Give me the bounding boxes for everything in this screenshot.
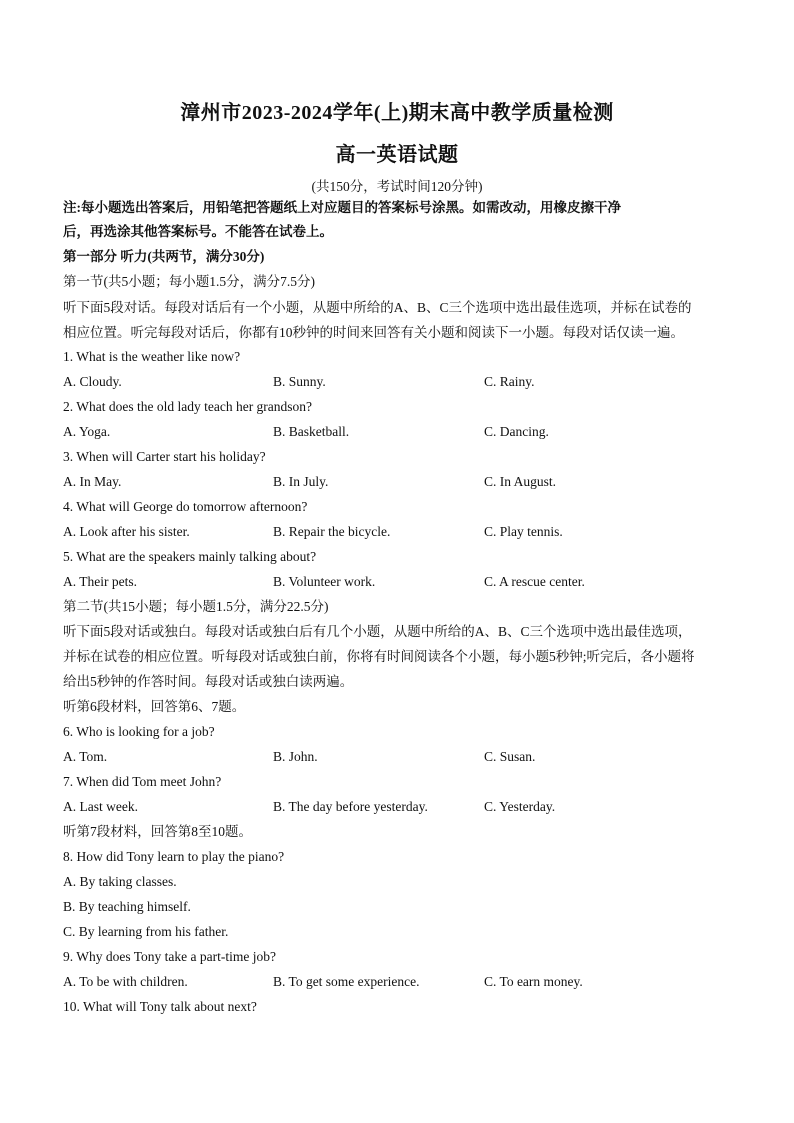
section2-instruction-3: 给出5秒钟的作答时间。每段对话或独白读两遍。 <box>63 674 354 689</box>
question-2-option-b: B. Basketball. <box>273 424 350 439</box>
material-6-note: 听第6段材料，回答第6、7题。 <box>63 699 246 714</box>
question-1-option-b: B. Sunny. <box>273 374 326 389</box>
question-6-option-c: C. Susan. <box>484 749 536 764</box>
question-3: 3. When will Carter start his holiday? <box>63 449 266 464</box>
exam-subtitle: 高一英语试题 <box>335 144 459 166</box>
notice-line-1: 注:每小题选出答案后，用铅笔把答题纸上对应题目的答案标号涂黑。如需改动，用橡皮擦干净 <box>63 200 621 215</box>
section2-heading: 第二节(共15小题；每小题1.5分，满分22.5分) <box>63 599 329 614</box>
question-9-option-b: B. To get some experience. <box>273 974 420 989</box>
question-10: 10. What will Tony talk about next? <box>63 999 257 1014</box>
question-6-option-a: A. Tom. <box>63 749 108 764</box>
question-5-option-c: C. A rescue center. <box>484 574 585 589</box>
question-3-option-c: C. In August. <box>484 474 557 489</box>
question-7-option-c: C. Yesterday. <box>484 799 556 814</box>
question-9: 9. Why does Tony take a part-time job? <box>63 949 277 964</box>
section1-instruction-2: 相应位置。听完每段对话后，你都有10秒钟的时间来回答有关小题和阅读下一小题。每段对话仅读一遍。 <box>63 325 684 340</box>
section1-instruction-1: 听下面5段对话。每段对话后有一个小题，从题中所给的A、B、C三个选项中选出最佳选项，并标在试卷的 <box>63 300 692 315</box>
question-1-option-a: A. Cloudy. <box>63 374 122 389</box>
question-7: 7. When did Tom meet John? <box>63 774 222 789</box>
question-9-option-a: A. To be with children. <box>63 974 188 989</box>
question-7-option-b: B. The day before yesterday. <box>273 799 428 814</box>
exam-info: (共150分，考试时间120分钟) <box>311 179 483 194</box>
question-5: 5. What are the speakers mainly talking about? <box>63 549 317 564</box>
question-3-option-a: A. In May. <box>63 474 122 489</box>
question-2: 2. What does the old lady teach her grandson? <box>63 399 313 414</box>
question-7-option-a: A. Last week. <box>63 799 138 814</box>
question-4-option-c: C. Play tennis. <box>484 524 563 539</box>
question-6-option-b: B. John. <box>273 749 318 764</box>
exam-title: 漳州市2023-2024学年(上)期末高中教学质量检测 <box>180 102 614 124</box>
part1-heading: 第一部分 听力(共两节，满分30分) <box>63 249 265 264</box>
question-1-option-c: C. Rainy. <box>484 374 535 389</box>
question-2-option-a: A. Yoga. <box>63 424 111 439</box>
question-1: 1. What is the weather like now? <box>63 349 241 364</box>
question-3-option-b: B. In July. <box>273 474 329 489</box>
question-5-option-b: B. Volunteer work. <box>273 574 376 589</box>
question-6: 6. Who is looking for a job? <box>63 724 215 739</box>
material-7-note: 听第7段材料，回答第8至10题。 <box>63 824 252 839</box>
question-9-option-c: C. To earn money. <box>484 974 583 989</box>
question-8-option-a: A. By taking classes. <box>63 874 177 889</box>
question-8-option-c: C. By learning from his father. <box>63 924 229 939</box>
section2-instruction-2: 并标在试卷的相应位置。听每段对话或独白前，你将有时间阅读各个小题，每小题5秒钟;听完后，各小题将 <box>63 649 695 664</box>
section1-heading: 第一节(共5小题；每小题1.5分，满分7.5分) <box>63 274 315 289</box>
question-8-option-b: B. By teaching himself. <box>63 899 191 914</box>
question-4-option-a: A. Look after his sister. <box>63 524 190 539</box>
question-5-option-a: A. Their pets. <box>63 574 137 589</box>
question-4-option-b: B. Repair the bicycle. <box>273 524 391 539</box>
question-4: 4. What will George do tomorrow afternoon? <box>63 499 308 514</box>
section2-instruction-1: 听下面5段对话或独白。每段对话或独白后有几个小题，从题中所给的A、B、C三个选项中选出最佳选项， <box>63 624 692 639</box>
question-8: 8. How did Tony learn to play the piano? <box>63 849 285 864</box>
notice-line-2: 后，再选涂其他答案标号。不能答在试卷上。 <box>63 224 333 239</box>
question-2-option-c: C. Dancing. <box>484 424 549 439</box>
